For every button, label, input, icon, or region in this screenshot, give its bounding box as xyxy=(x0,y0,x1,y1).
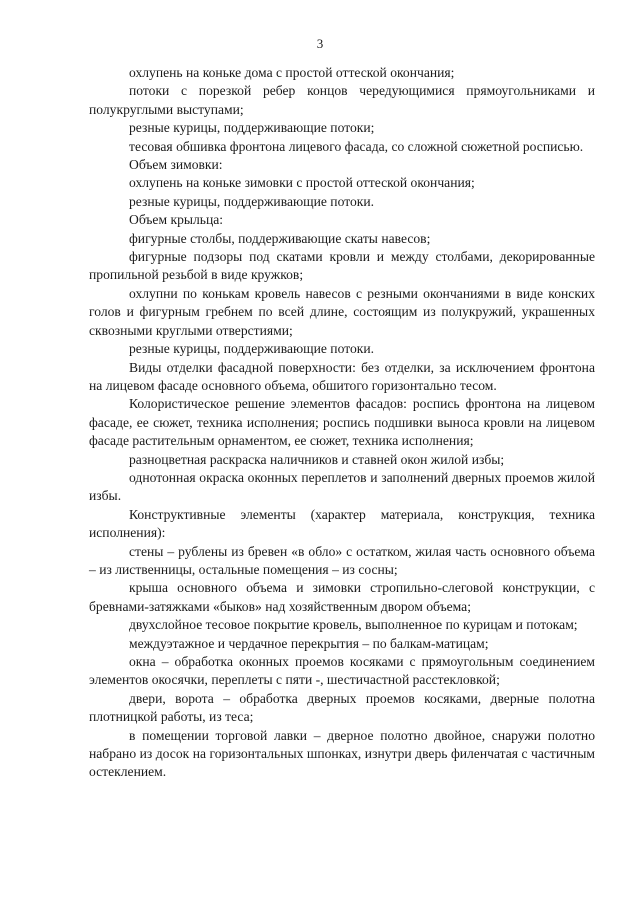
paragraph: двухслойное тесовое покрытие кровель, выполненное по курицам и потокам; xyxy=(129,617,578,633)
paragraph: междуэтажное и чердачное перекрытия – по балкам-матицам; xyxy=(129,635,489,651)
paragraph: резные курицы, поддерживающие потоки; xyxy=(129,120,375,136)
paragraph: в помещении торговой лавки – дверное полотно двойное, снаружи полотно набрано из досок на горизонтальных шпонках, изнутри дверь филенчатая с частичным остеклением. xyxy=(89,727,595,780)
paragraph: Колористическое решение элементов фасадов: роспись фронтона на лицевом фасаде, ее сюжет, техника исполнения; роспись подшивки выноса кровли на лицевом фасаде растительным орнаментом, ее сюжет, техника исполнения; xyxy=(89,396,595,449)
paragraph: резные курицы, поддерживающие потоки. xyxy=(129,341,375,357)
page-number: 3 xyxy=(316,36,324,51)
paragraph: крыша основного объема и зимовки стропильно-слеговой конструкции, с бревнами-затяжками «быков» над хозяйственным двором объема; xyxy=(89,580,595,614)
paragraph: Виды отделки фасадной поверхности: без отделки, за исключением фронтона на лицевом фасаде основного объема, обшитого горизонтально тесом. xyxy=(89,359,595,393)
paragraph: охлупень на коньке зимовки с простой оттеской окончания; xyxy=(129,175,475,191)
paragraph: двери, ворота – обработка дверных проемов косяками, дверные полотна плотницкой работы, из теса; xyxy=(89,690,595,725)
section-heading: Объем зимовки: xyxy=(129,157,223,173)
document-body xyxy=(89,64,595,782)
paragraph: охлупни по конькам кровель навесов с резными окончаниями в виде конских голов и фигурным гребнем по всей длине, состоящим из полукружий, украшенных сквозными круглыми отверстиями; xyxy=(89,285,595,338)
paragraph: охлупень на коньке дома с простой оттеской окончания; xyxy=(129,65,455,80)
paragraph: стены – рублены из бревен «в обло» с остатком, жилая часть основного объема – из лиственницы, остальные помещения – из сосны; xyxy=(89,543,595,577)
paragraph: резные курицы, поддерживающие потоки. xyxy=(129,193,375,209)
paragraph: фигурные столбы, поддерживающие скаты навесов; xyxy=(129,230,431,246)
paragraph: окна – обработка оконных проемов косяками с прямоугольным соединением элементов окосячки, переплеты с пяти -, шестичастной расстекловкой; xyxy=(89,654,595,688)
paragraph: тесовая обшивка фронтона лицевого фасада, со сложной сюжетной росписью. xyxy=(129,138,584,154)
paragraph: однотонная окраска оконных переплетов и заполнений дверных проемов жилой избы. xyxy=(89,469,595,504)
section-heading: Объем крыльца: xyxy=(129,212,224,228)
paragraph: фигурные подзоры под скатами кровли и между столбами, декорированные пропильной резьбой в виде кружков; xyxy=(89,249,595,283)
paragraph: разноцветная раскраска наличников и ставней окон жилой избы; xyxy=(129,451,505,467)
paragraph: потоки с порезкой ребер концов чередующимися прямоугольниками и полукруглыми выступами; xyxy=(89,83,595,117)
paragraph: Конструктивные элементы (характер материала, конструкция, техника исполнения): xyxy=(89,506,595,541)
